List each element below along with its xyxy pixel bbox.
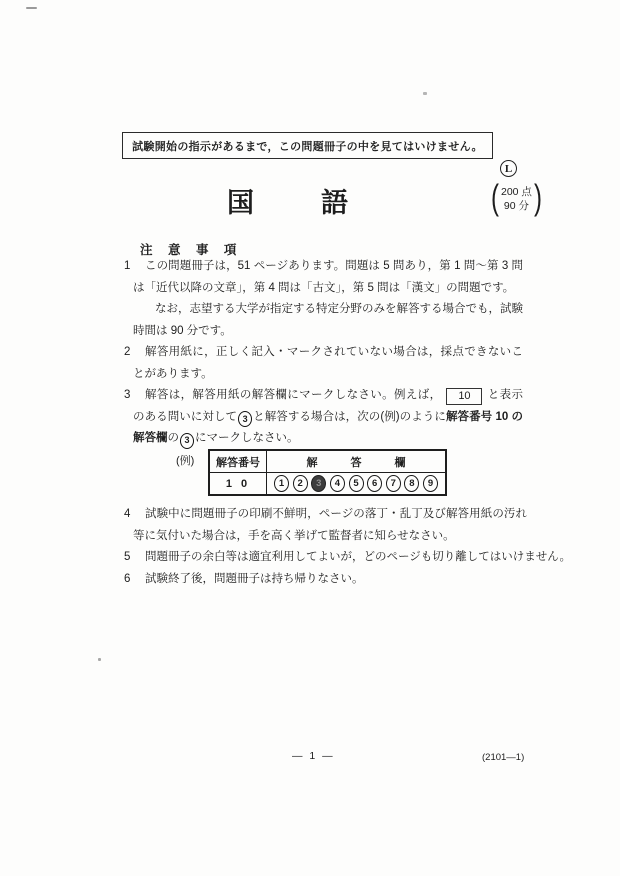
form-code: (2101—1): [482, 752, 525, 763]
example-label: (例): [176, 455, 195, 467]
table-header-row: [209, 450, 446, 473]
exam-title: 国語: [227, 188, 415, 218]
note-text: 解答用紙に，正しく記入・マークされていない場合は，採点できないことがあります。: [133, 346, 523, 380]
score-points: 200 点: [501, 186, 532, 198]
note-number: 6: [124, 572, 131, 585]
note-item-3: [124, 385, 524, 450]
page-number: — 1 —: [292, 750, 335, 762]
note-item-5: [124, 547, 571, 569]
note-number: 3: [124, 389, 131, 401]
note-text: 問題冊子の余白等は適宜利用してよいが，どのページも切り離してはいけません。: [145, 551, 571, 563]
answer-number-header: 解答番号: [209, 450, 267, 473]
answer-options-cell: [267, 473, 447, 496]
answer-option: 1: [274, 475, 289, 492]
note-number: 5: [124, 551, 131, 563]
answer-option: 8: [404, 475, 419, 492]
answer-field-header: 解 答 欄: [267, 450, 447, 473]
notes-list-bottom: [124, 504, 571, 590]
note-text: 試験中に問題冊子の印刷不鮮明，ページの落丁・乱丁及び解答用紙の汚れ等に気付いた場合は，手を高く挙げて監督者に知らせなさい。: [133, 508, 527, 542]
answer-number-cell: 1 0: [209, 473, 267, 496]
notice-banner-text: 試験開始の指示があるまで，この問題冊子の中を見てはいけません。: [132, 140, 483, 153]
subject-code-badge: L: [500, 160, 517, 177]
notes-list-top: [124, 256, 524, 450]
answer-option: 4: [330, 475, 345, 492]
notice-banner: [122, 132, 493, 159]
note-text: なお，志望する大学が指定する特定分野のみを解答する場合でも，試験時間は 90 分です。: [133, 303, 523, 337]
notes-heading: 注 意 事 項: [140, 243, 243, 257]
circled-3-icon: 3: [238, 411, 252, 427]
note-number: 1: [124, 260, 131, 272]
answer-options: [274, 475, 438, 492]
scan-speck: [26, 7, 37, 9]
note-text: この問題冊子は，51 ページあります。問題は 5 問あり，第 1 問～第 3 問は「近代以降の文章」，第 4 問は「古文」，第 5 問は「漢文」の問題です。: [133, 260, 523, 294]
note-number: 4: [124, 508, 131, 520]
answer-option: 2: [293, 475, 308, 492]
example-answer-table: [208, 449, 447, 496]
bold-answer-field-ref: 解答番号 10 の解答欄: [133, 410, 523, 444]
note-item-4: [124, 504, 527, 547]
scan-speck: [98, 658, 101, 661]
answer-option: 3: [311, 475, 326, 492]
answer-option: 6: [367, 475, 382, 492]
answer-option: 5: [349, 475, 364, 492]
note-number: 2: [124, 346, 131, 358]
answer-option: 7: [386, 475, 401, 492]
boxed-answer-number: 10: [446, 388, 482, 405]
open-paren: (: [491, 178, 499, 218]
answer-option: 9: [423, 475, 438, 492]
circled-3-icon: 3: [180, 433, 194, 449]
note-item-6: [124, 569, 527, 591]
close-paren: ): [533, 178, 542, 218]
table-example-row: [209, 473, 446, 496]
note-text: 解答は，解答用紙の解答欄にマークしなさい。例えば， 10 と表示のある問いに対して 3 と解答する場合は，次の(例)のように解答番号 10 の解答欄の 3 にマークしなさい。: [133, 385, 523, 450]
note-item-2: [124, 342, 523, 385]
note-text: 試験終了後，問題冊子は持ち帰りなさい。: [145, 572, 364, 585]
score-and-time: [491, 178, 542, 218]
note-item-1: [124, 256, 523, 342]
duration: 90 分: [503, 200, 530, 212]
scan-speck: [423, 92, 427, 95]
